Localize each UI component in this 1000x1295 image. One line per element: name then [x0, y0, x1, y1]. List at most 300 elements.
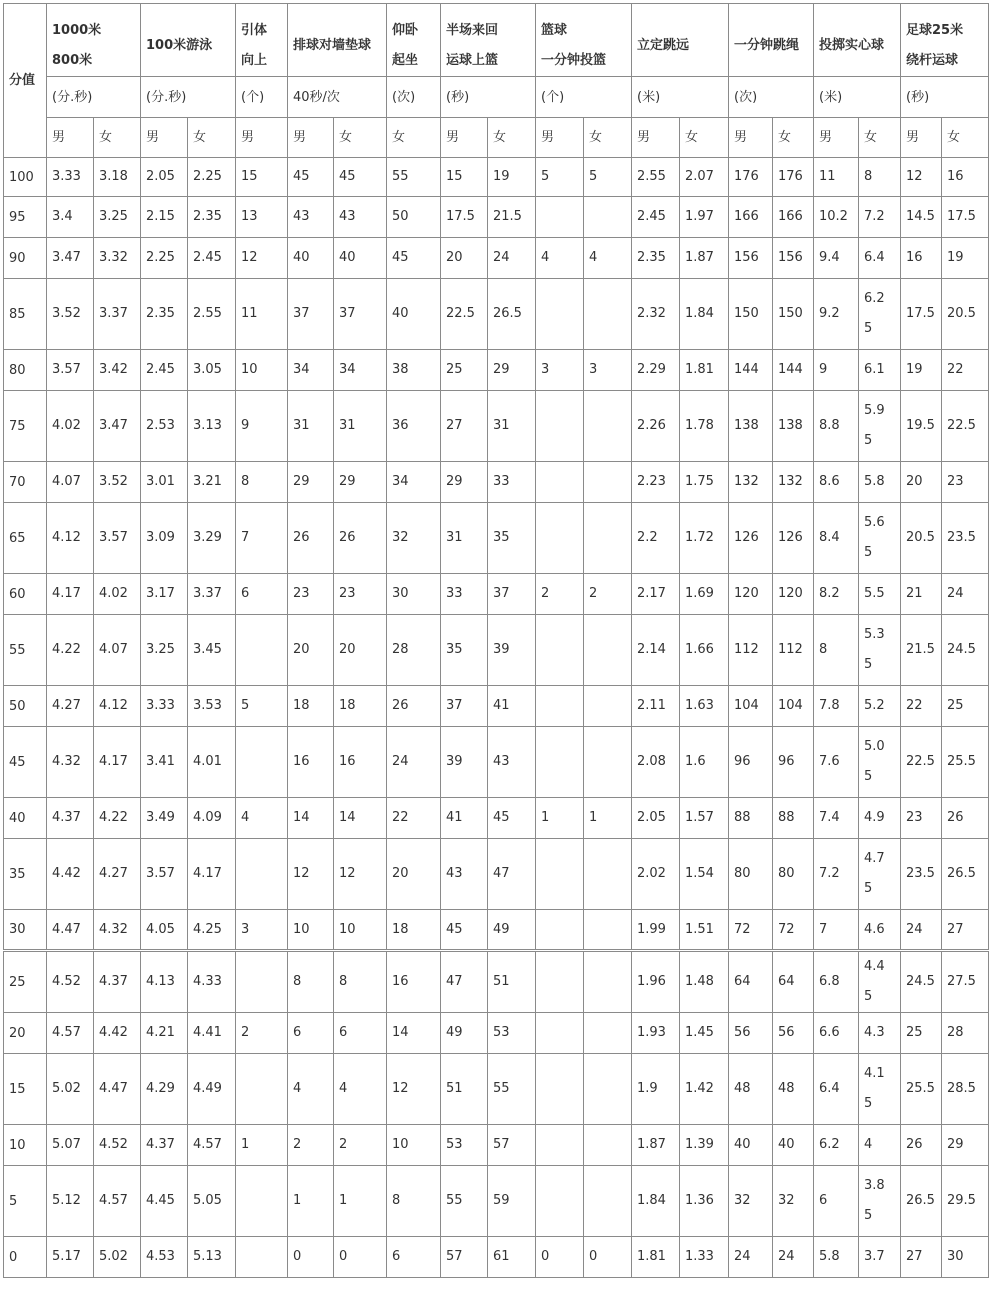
value-cell — [584, 951, 632, 1013]
value-cell: 8.6 — [814, 462, 859, 503]
value-cell: 25.5 — [901, 1054, 942, 1125]
value-cell: 3.18 — [94, 158, 141, 197]
value-cell: 4.42 — [94, 1013, 141, 1054]
value-cell — [536, 462, 584, 503]
value-cell: 34 — [334, 350, 387, 391]
value-cell: 19.5 — [901, 391, 942, 462]
value-cell: 55 — [387, 158, 441, 197]
value-cell: 4.32 — [94, 910, 141, 951]
table-row — [4, 197, 989, 238]
value-cell — [536, 727, 584, 798]
value-cell: 4.12 — [94, 686, 141, 727]
value-cell: 7.8 — [814, 686, 859, 727]
value-cell: 1.69 — [680, 574, 729, 615]
score-cell: 65 — [4, 503, 47, 574]
value-cell: 37 — [288, 279, 334, 350]
value-cell: 80 — [729, 839, 773, 910]
value-cell: 29 — [488, 350, 536, 391]
event-header: 仰卧 起坐 — [387, 4, 441, 77]
value-cell: 144 — [729, 350, 773, 391]
gender-header: 女 — [488, 118, 536, 158]
value-cell: 132 — [729, 462, 773, 503]
value-cell: 6.4 — [859, 238, 901, 279]
value-cell: 45 — [334, 158, 387, 197]
value-cell: 2.45 — [141, 350, 188, 391]
gender-header: 女 — [773, 118, 814, 158]
value-cell: 1.36 — [680, 1166, 729, 1237]
value-cell: 2 — [334, 1125, 387, 1166]
gender-header: 男 — [536, 118, 584, 158]
value-cell: 29.5 — [942, 1166, 989, 1237]
value-cell: 3.33 — [47, 158, 94, 197]
value-cell: 28 — [387, 615, 441, 686]
table-row — [4, 839, 989, 910]
value-cell: 22 — [387, 798, 441, 839]
value-cell: 1 — [236, 1125, 288, 1166]
value-cell: 22 — [901, 686, 942, 727]
value-cell: 15 — [441, 158, 488, 197]
value-cell: 4.47 — [47, 910, 94, 951]
value-cell: 26 — [387, 686, 441, 727]
value-cell: 72 — [773, 910, 814, 951]
score-cell: 55 — [4, 615, 47, 686]
value-cell: 1.57 — [680, 798, 729, 839]
value-cell: 55 — [488, 1054, 536, 1125]
value-cell: 1.96 — [632, 951, 680, 1013]
value-cell: 4 — [584, 238, 632, 279]
score-header: 分值 — [4, 4, 47, 158]
value-cell: 26 — [288, 503, 334, 574]
value-cell: 3.29 — [188, 503, 236, 574]
value-cell: 30 — [942, 1237, 989, 1278]
value-cell: 43 — [288, 197, 334, 238]
value-cell: 176 — [729, 158, 773, 197]
value-cell: 3.57 — [47, 350, 94, 391]
value-cell: 50 — [387, 197, 441, 238]
value-cell: 61 — [488, 1237, 536, 1278]
event-header: 篮球 一分钟投篮 — [536, 4, 632, 77]
value-cell: 4.22 — [94, 798, 141, 839]
value-cell: 38 — [387, 350, 441, 391]
value-cell: 2.53 — [141, 391, 188, 462]
value-cell: 51 — [488, 951, 536, 1013]
value-cell: 21.5 — [488, 197, 536, 238]
value-cell: 2.35 — [188, 197, 236, 238]
value-cell: 2.25 — [188, 158, 236, 197]
unit-header: (秒) — [901, 77, 989, 118]
value-cell: 64 — [773, 951, 814, 1013]
value-cell: 3.25 — [94, 197, 141, 238]
value-cell: 2.45 — [188, 238, 236, 279]
value-cell: 32 — [773, 1166, 814, 1237]
value-cell: 24 — [942, 574, 989, 615]
value-cell: 19 — [488, 158, 536, 197]
value-cell: 144 — [773, 350, 814, 391]
table-row — [4, 574, 989, 615]
gender-header: 男 — [814, 118, 859, 158]
value-cell: 3.09 — [141, 503, 188, 574]
value-cell: 2.55 — [188, 279, 236, 350]
value-cell: 55 — [441, 1166, 488, 1237]
value-cell: 5 — [236, 686, 288, 727]
value-cell: 4 — [288, 1054, 334, 1125]
value-cell: 1.97 — [680, 197, 729, 238]
value-cell: 24 — [729, 1237, 773, 1278]
value-cell: 48 — [773, 1054, 814, 1125]
value-cell — [536, 197, 584, 238]
value-cell: 18 — [387, 910, 441, 951]
value-cell: 5.0 5 — [859, 727, 901, 798]
value-cell: 3 — [236, 910, 288, 951]
value-cell: 4.07 — [47, 462, 94, 503]
value-cell: 26.5 — [488, 279, 536, 350]
value-cell: 22.5 — [942, 391, 989, 462]
event-header: 100米游泳 — [141, 4, 236, 77]
gender-header: 女 — [94, 118, 141, 158]
value-cell: 14 — [387, 1013, 441, 1054]
value-cell: 1.87 — [632, 1125, 680, 1166]
value-cell: 7.6 — [814, 727, 859, 798]
value-cell: 28.5 — [942, 1054, 989, 1125]
value-cell: 3.47 — [47, 238, 94, 279]
unit-header: (分.秒) — [47, 77, 141, 118]
value-cell — [536, 1054, 584, 1125]
value-cell: 40 — [729, 1125, 773, 1166]
value-cell: 29 — [334, 462, 387, 503]
value-cell: 4.17 — [94, 727, 141, 798]
value-cell: 25 — [901, 1013, 942, 1054]
value-cell: 5.07 — [47, 1125, 94, 1166]
value-cell: 4.57 — [94, 1166, 141, 1237]
value-cell: 4.3 — [859, 1013, 901, 1054]
value-cell: 132 — [773, 462, 814, 503]
value-cell: 2.25 — [141, 238, 188, 279]
value-cell: 41 — [441, 798, 488, 839]
value-cell: 3.52 — [47, 279, 94, 350]
value-cell: 5.6 5 — [859, 503, 901, 574]
value-cell: 3.42 — [94, 350, 141, 391]
value-cell — [584, 1166, 632, 1237]
value-cell: 12 — [901, 158, 942, 197]
event-header: 排球对墙垫球 — [288, 4, 387, 77]
event-header: 立定跳远 — [632, 4, 729, 77]
value-cell: 7 — [236, 503, 288, 574]
value-cell: 25 — [942, 686, 989, 727]
value-cell: 5.8 — [859, 462, 901, 503]
value-cell: 1 — [584, 798, 632, 839]
value-cell: 24.5 — [901, 951, 942, 1013]
value-cell: 12 — [288, 839, 334, 910]
value-cell: 2.07 — [680, 158, 729, 197]
value-cell: 19 — [901, 350, 942, 391]
value-cell — [584, 391, 632, 462]
value-cell: 49 — [441, 1013, 488, 1054]
value-cell: 16 — [942, 158, 989, 197]
value-cell: 2 — [584, 574, 632, 615]
gender-header: 女 — [334, 118, 387, 158]
unit-header: (次) — [729, 77, 814, 118]
value-cell: 20 — [901, 462, 942, 503]
value-cell: 22 — [942, 350, 989, 391]
value-cell — [584, 910, 632, 951]
value-cell: 8 — [236, 462, 288, 503]
value-cell: 45 — [488, 798, 536, 839]
value-cell: 3.25 — [141, 615, 188, 686]
value-cell: 29 — [288, 462, 334, 503]
gender-header: 男 — [901, 118, 942, 158]
value-cell: 47 — [441, 951, 488, 1013]
value-cell: 18 — [288, 686, 334, 727]
gender-header: 女 — [942, 118, 989, 158]
value-cell: 24 — [901, 910, 942, 951]
value-cell: 20.5 — [942, 279, 989, 350]
value-cell: 4.37 — [47, 798, 94, 839]
score-cell: 75 — [4, 391, 47, 462]
value-cell: 3.32 — [94, 238, 141, 279]
value-cell — [584, 686, 632, 727]
unit-header: (分.秒) — [141, 77, 236, 118]
value-cell: 4.02 — [47, 391, 94, 462]
value-cell: 4.27 — [47, 686, 94, 727]
value-cell: 29 — [942, 1125, 989, 1166]
value-cell: 1.81 — [632, 1237, 680, 1278]
gender-header: 男 — [236, 118, 288, 158]
value-cell: 3.45 — [188, 615, 236, 686]
table-row — [4, 910, 989, 951]
value-cell: 30 — [387, 574, 441, 615]
value-cell: 1.81 — [680, 350, 729, 391]
value-cell: 3.01 — [141, 462, 188, 503]
value-cell: 8 — [334, 951, 387, 1013]
value-cell: 8.8 — [814, 391, 859, 462]
value-cell: 1 — [334, 1166, 387, 1237]
value-cell: 3.37 — [94, 279, 141, 350]
value-cell — [584, 1054, 632, 1125]
value-cell: 17.5 — [942, 197, 989, 238]
value-cell: 88 — [729, 798, 773, 839]
value-cell — [536, 615, 584, 686]
value-cell: 20 — [441, 238, 488, 279]
value-cell — [236, 615, 288, 686]
value-cell: 2.14 — [632, 615, 680, 686]
table-row — [4, 1237, 989, 1278]
value-cell: 56 — [729, 1013, 773, 1054]
value-cell: 4.01 — [188, 727, 236, 798]
value-cell: 8.2 — [814, 574, 859, 615]
value-cell: 51 — [441, 1054, 488, 1125]
value-cell: 20 — [387, 839, 441, 910]
value-cell: 37 — [488, 574, 536, 615]
value-cell: 5.5 — [859, 574, 901, 615]
value-cell: 2.08 — [632, 727, 680, 798]
value-cell: 3.8 5 — [859, 1166, 901, 1237]
value-cell: 23 — [288, 574, 334, 615]
table-row — [4, 1125, 989, 1166]
value-cell: 3.57 — [94, 503, 141, 574]
value-cell: 5.17 — [47, 1237, 94, 1278]
value-cell: 6.8 — [814, 951, 859, 1013]
value-cell: 17.5 — [901, 279, 942, 350]
value-cell: 104 — [773, 686, 814, 727]
value-cell: 3.49 — [141, 798, 188, 839]
value-cell: 72 — [729, 910, 773, 951]
gender-header: 男 — [288, 118, 334, 158]
value-cell: 156 — [773, 238, 814, 279]
value-cell: 22.5 — [901, 727, 942, 798]
value-cell: 4.17 — [188, 839, 236, 910]
score-cell: 40 — [4, 798, 47, 839]
table-row — [4, 686, 989, 727]
gender-header: 男 — [632, 118, 680, 158]
value-cell: 96 — [729, 727, 773, 798]
value-cell: 6 — [334, 1013, 387, 1054]
value-cell: 27 — [942, 910, 989, 951]
value-cell: 1 — [288, 1166, 334, 1237]
value-cell: 27 — [901, 1237, 942, 1278]
table-row — [4, 350, 989, 391]
value-cell: 12 — [334, 839, 387, 910]
value-cell — [584, 1125, 632, 1166]
table-row — [4, 1166, 989, 1237]
value-cell: 6 — [236, 574, 288, 615]
value-cell: 8 — [288, 951, 334, 1013]
value-cell: 2.29 — [632, 350, 680, 391]
value-cell: 16 — [901, 238, 942, 279]
value-cell: 41 — [488, 686, 536, 727]
value-cell: 10 — [387, 1125, 441, 1166]
unit-header: (米) — [814, 77, 901, 118]
value-cell: 6 — [288, 1013, 334, 1054]
gender-header: 女 — [188, 118, 236, 158]
value-cell: 150 — [773, 279, 814, 350]
value-cell: 2.35 — [141, 279, 188, 350]
gender-header: 男 — [47, 118, 94, 158]
value-cell: 31 — [441, 503, 488, 574]
value-cell: 3.37 — [188, 574, 236, 615]
value-cell: 88 — [773, 798, 814, 839]
value-cell: 5.9 5 — [859, 391, 901, 462]
value-cell: 31 — [288, 391, 334, 462]
score-cell: 30 — [4, 910, 47, 951]
value-cell: 31 — [488, 391, 536, 462]
value-cell — [536, 1166, 584, 1237]
value-cell: 4.37 — [141, 1125, 188, 1166]
value-cell: 1.6 — [680, 727, 729, 798]
value-cell — [584, 615, 632, 686]
value-cell: 11 — [236, 279, 288, 350]
value-cell — [584, 279, 632, 350]
value-cell: 40 — [288, 238, 334, 279]
value-cell: 27 — [441, 391, 488, 462]
value-cell: 56 — [773, 1013, 814, 1054]
score-cell: 70 — [4, 462, 47, 503]
value-cell: 9.2 — [814, 279, 859, 350]
value-cell: 36 — [387, 391, 441, 462]
event-header: 1000米 800米 — [47, 4, 141, 77]
value-cell: 2.26 — [632, 391, 680, 462]
table-row — [4, 615, 989, 686]
value-cell: 6.2 — [814, 1125, 859, 1166]
value-cell: 57 — [441, 1237, 488, 1278]
score-cell: 95 — [4, 197, 47, 238]
value-cell: 4.13 — [141, 951, 188, 1013]
value-cell: 1.78 — [680, 391, 729, 462]
value-cell: 21.5 — [901, 615, 942, 686]
value-cell: 3.47 — [94, 391, 141, 462]
value-cell: 1.63 — [680, 686, 729, 727]
value-cell: 4.27 — [94, 839, 141, 910]
value-cell: 2.35 — [632, 238, 680, 279]
value-cell: 2.11 — [632, 686, 680, 727]
value-cell: 1.87 — [680, 238, 729, 279]
value-cell: 4.22 — [47, 615, 94, 686]
value-cell: 19 — [942, 238, 989, 279]
score-cell: 45 — [4, 727, 47, 798]
score-cell: 80 — [4, 350, 47, 391]
value-cell: 5.13 — [188, 1237, 236, 1278]
value-cell: 32 — [729, 1166, 773, 1237]
value-cell: 138 — [773, 391, 814, 462]
value-cell: 4.17 — [47, 574, 94, 615]
value-cell: 104 — [729, 686, 773, 727]
value-cell: 5.8 — [814, 1237, 859, 1278]
value-cell — [584, 1013, 632, 1054]
score-cell: 90 — [4, 238, 47, 279]
value-cell: 2.15 — [141, 197, 188, 238]
score-cell: 10 — [4, 1125, 47, 1166]
value-cell — [536, 951, 584, 1013]
value-cell: 17.5 — [441, 197, 488, 238]
value-cell — [536, 910, 584, 951]
value-cell: 20 — [334, 615, 387, 686]
score-cell: 25 — [4, 951, 47, 1013]
value-cell: 9 — [236, 391, 288, 462]
value-cell: 4.6 — [859, 910, 901, 951]
value-cell: 1.99 — [632, 910, 680, 951]
value-cell: 5 — [536, 158, 584, 197]
value-cell: 39 — [441, 727, 488, 798]
value-cell: 15 — [236, 158, 288, 197]
value-cell: 1.84 — [632, 1166, 680, 1237]
score-cell: 50 — [4, 686, 47, 727]
value-cell — [536, 1125, 584, 1166]
value-cell: 5.2 — [859, 686, 901, 727]
value-cell: 126 — [729, 503, 773, 574]
value-cell: 7.2 — [859, 197, 901, 238]
score-cell: 20 — [4, 1013, 47, 1054]
value-cell: 8.4 — [814, 503, 859, 574]
value-cell: 12 — [236, 238, 288, 279]
value-cell: 0 — [334, 1237, 387, 1278]
value-cell: 53 — [488, 1013, 536, 1054]
value-cell: 5.05 — [188, 1166, 236, 1237]
value-cell: 45 — [441, 910, 488, 951]
value-cell: 4.37 — [94, 951, 141, 1013]
value-cell: 57 — [488, 1125, 536, 1166]
value-cell: 6.2 5 — [859, 279, 901, 350]
value-cell: 48 — [729, 1054, 773, 1125]
value-cell: 10 — [236, 350, 288, 391]
value-cell: 3.52 — [94, 462, 141, 503]
value-cell: 4.45 — [141, 1166, 188, 1237]
table-row — [4, 391, 989, 462]
value-cell: 3.41 — [141, 727, 188, 798]
header-row-units — [4, 77, 989, 118]
value-cell: 3 — [536, 350, 584, 391]
gender-header: 女 — [584, 118, 632, 158]
value-cell: 47 — [488, 839, 536, 910]
table-row — [4, 503, 989, 574]
